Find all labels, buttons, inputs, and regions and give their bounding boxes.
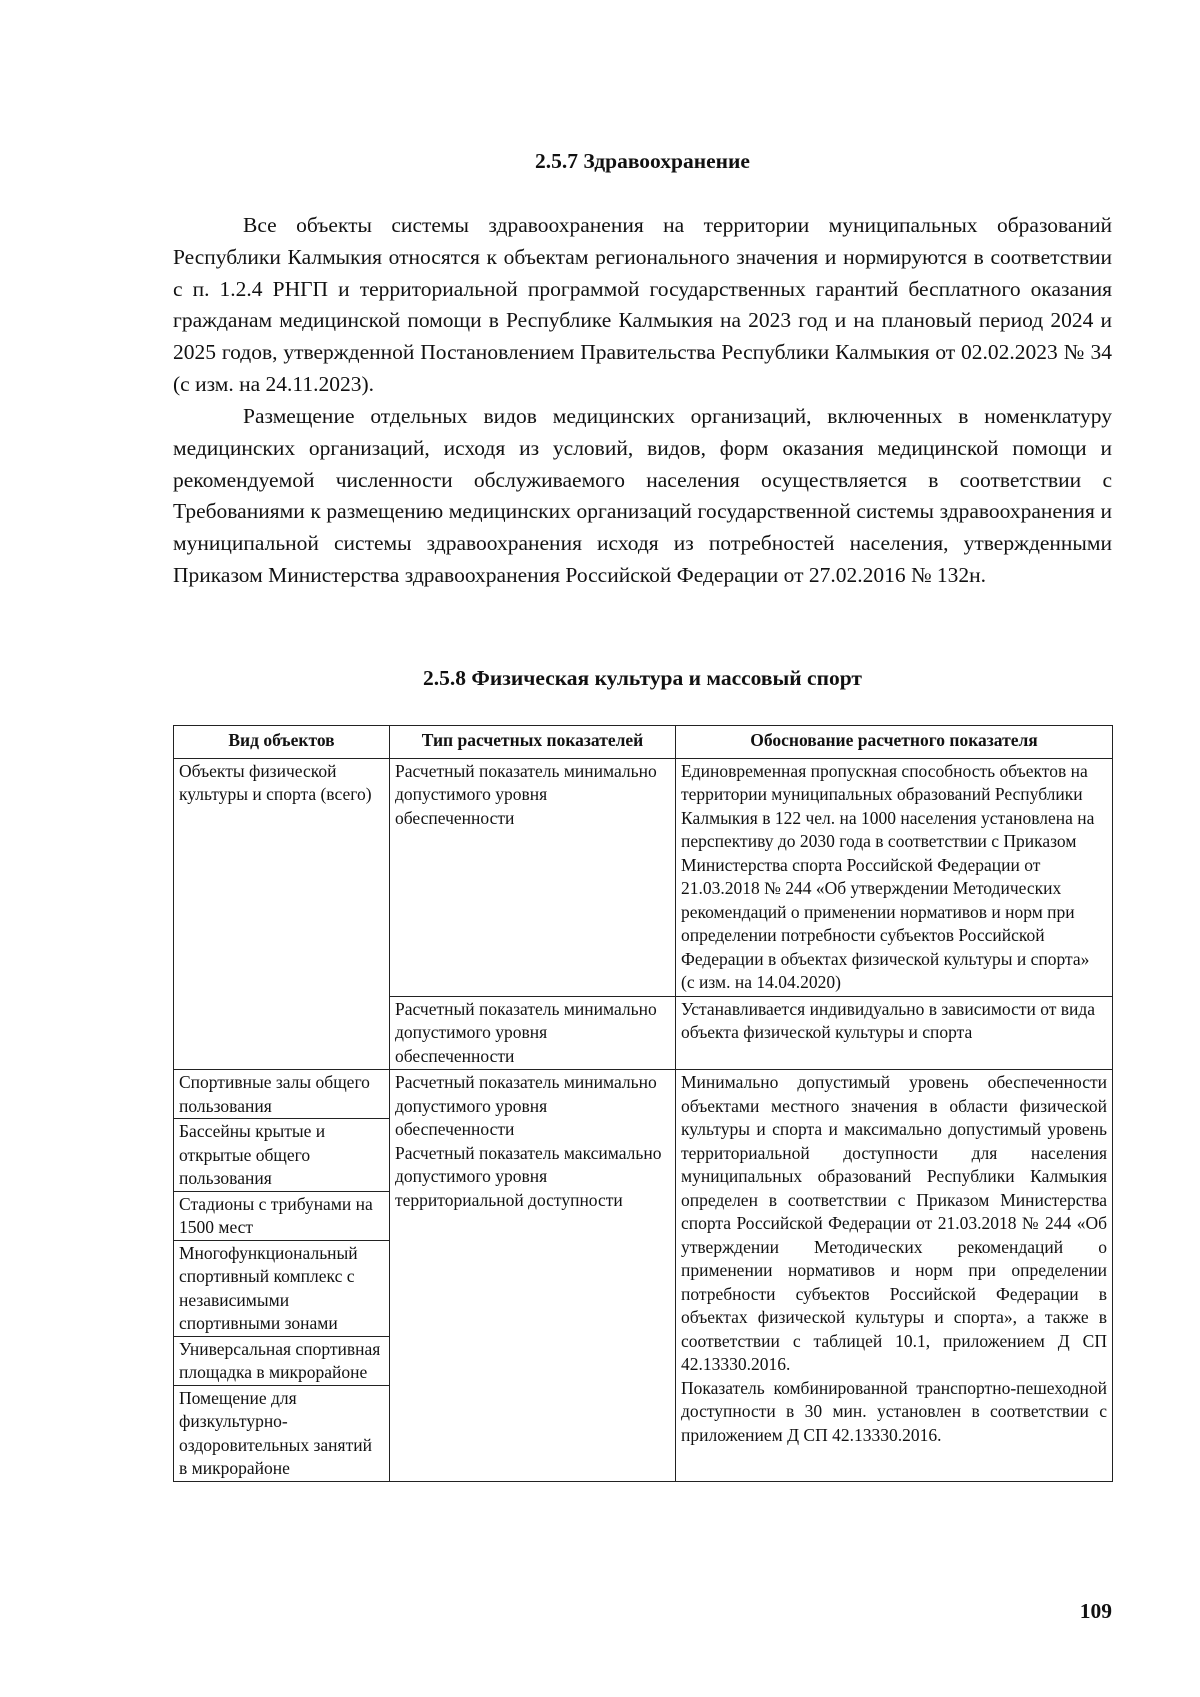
sport-standards-table (173, 725, 1113, 1482)
header-justification: Обоснование расчетного показателя (676, 726, 1113, 759)
table-row (174, 758, 1113, 996)
object-item-stadiums: Стадионы с трибунами на 1500 мест (174, 1192, 389, 1241)
justification-cell: Единовременная пропускная способность объектов на территории муниципальных образований Республики Калмыкия в 122 чел. на 1000 населения установлена на перспективу до 2030 года в соответствии с Приказом Министерства спорта Российской Федерации от 21.03.2018 № 244 «Об утверждении Методических рекомендаций о применении нормативов и норм при определении потребности субъектов Российской Федерации в объектах физической культуры и спорта» (с изм. на 14.04.2020) (676, 758, 1113, 996)
object-item-fitness-room: Помещение для физкультурно-оздоровительных занятий в микрорайоне (179, 1387, 372, 1478)
header-object-type: Вид объектов (174, 726, 390, 759)
table-header-row (174, 726, 1113, 759)
section-title-sport: 2.5.8 Физическая культура и массовый спорт (423, 666, 862, 690)
object-item-sport-halls: Спортивные залы общего пользования (174, 1070, 389, 1119)
indicator-max-accessibility: Расчетный показатель максимально допустимого уровня территориальной доступности (395, 1142, 662, 1210)
object-cell-total: Объекты физической культуры и спорта (всего) (174, 758, 390, 1070)
indicator-cell (390, 1070, 676, 1482)
justification-cell (676, 1070, 1113, 1482)
indicator-cell: Расчетный показатель минимально допустимого уровня обеспеченности (390, 996, 676, 1070)
object-list-cell (174, 1070, 390, 1482)
section-title-health: 2.5.7 Здравоохранение (535, 149, 750, 173)
indicator-min-provision: Расчетный показатель минимально допустимого уровня обеспеченности (395, 1072, 657, 1139)
object-item-multifunctional-complex: Многофункциональный спортивный комплекс с независимыми спортивными зонами (174, 1241, 389, 1337)
object-item-pools: Бассейны крытые и открытые общего пользования (174, 1119, 389, 1192)
table-row (174, 1070, 1113, 1482)
indicator-cell: Расчетный показатель минимально допустимого уровня обеспеченности (390, 758, 676, 996)
justification-cell: Устанавливается индивидуально в зависимости от вида объекта физической культуры и спорта (676, 996, 1113, 1070)
page-number: 109 (1079, 1599, 1112, 1623)
health-paragraph-1: Все объекты системы здравоохранения на территории муниципальных образований Республики Калмыкия относятся к объектам регионального значения и нормируются в соответствии с п. 1.2.4 РНГП и территориальной программой государственных гарантий бесплатного оказания гражданам медицинской помощи в Республике Калмыкия на 2023 год и на плановый период 2024 и 2025 годов, утвержденной Постановлением Правительства Республики Калмыкия от 02.02.2023 № 34 (с изм. на 24.11.2023). (173, 213, 1112, 396)
object-item-universal-ground: Универсальная спортивная площадка в микрорайоне (174, 1337, 389, 1386)
header-indicator-type: Тип расчетных показателей (390, 726, 676, 759)
justification-text-main: Минимально допустимый уровень обеспеченности объектами местного значения в области физической культуры и спорта и максимально допустимый уровень территориальной доступности для населения муниципальных образований Республики Калмыкия определен в соответствии с Приказом Министерства спорта Российской Федерации от 21.03.2018 № 244 «Об утверждении Методических рекомендаций о применении нормативов и норм при определении потребности субъектов Российской Федерации в объектах физической культуры и спорта», а также в соответствии с таблицей 10.1, приложением Д СП 42.13330.2016. (681, 1072, 1107, 1374)
health-paragraph-2: Размещение отдельных видов медицинских организаций, включенных в номенклатуру медицинских организаций, исходя из условий, видов, форм оказания медицинской помощи и рекомендуемой численности обслуживаемого населения осуществляется в соответствии с Требованиями к размещению медицинских организаций государственной системы здравоохранения и муниципальной системы здравоохранения исходя из потребностей населения, утвержденными Приказом Министерства здравоохранения Российской Федерации от 27.02.2016 № 132н. (173, 404, 1112, 587)
justification-text-accessibility: Показатель комбинированной транспортно-пешеходной доступности в 30 мин. установлен в соответствии с приложением Д СП 42.13330.2016. (681, 1377, 1107, 1445)
